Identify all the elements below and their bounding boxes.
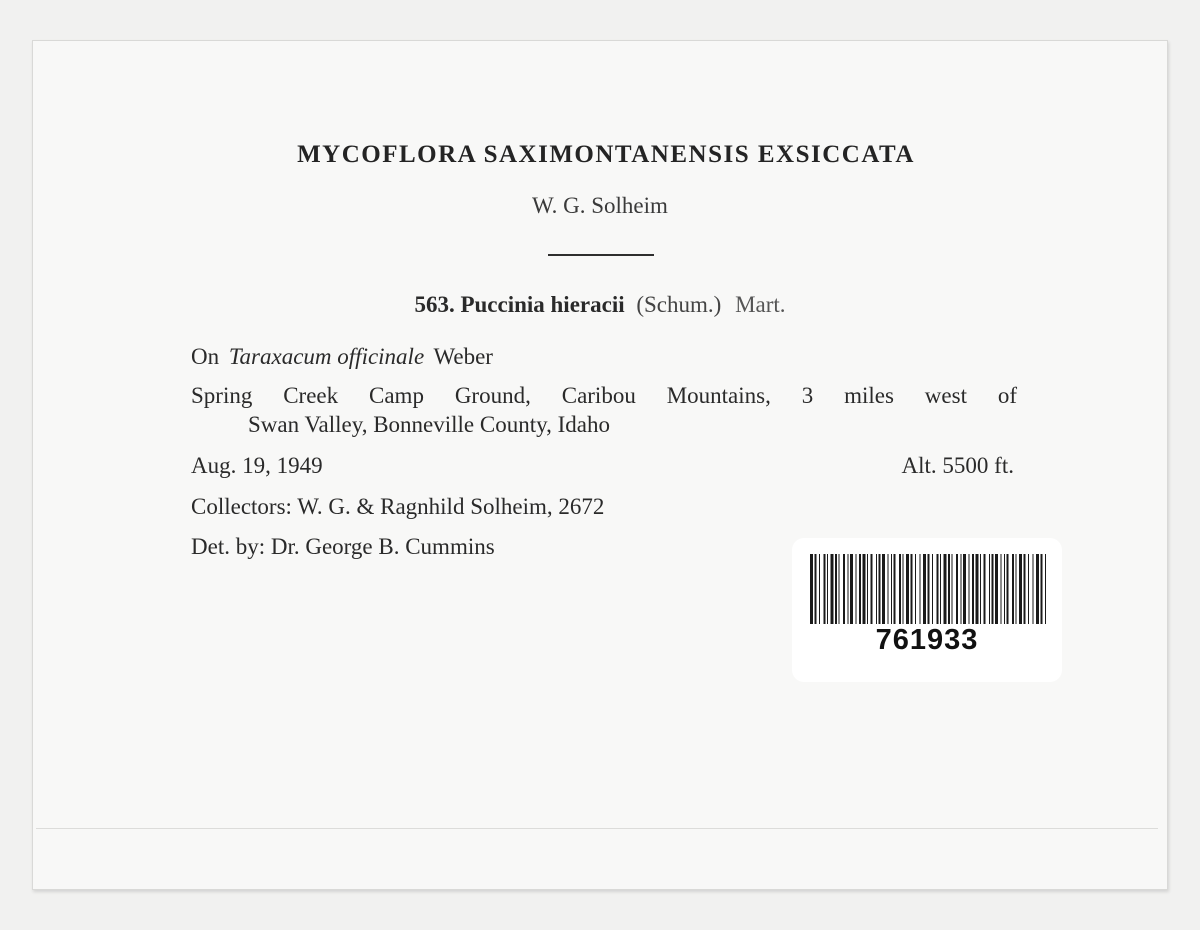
barcode-bar bbox=[843, 554, 845, 624]
barcode-bar bbox=[1019, 554, 1022, 624]
barcode-bar bbox=[867, 554, 868, 624]
taxon-author: Mart. bbox=[735, 292, 786, 317]
determiner: Det. by: Dr. George B. Cummins bbox=[191, 534, 495, 559]
barcode-bar bbox=[1041, 554, 1043, 624]
barcode-bar bbox=[906, 554, 909, 624]
barcode-bar bbox=[1012, 554, 1014, 624]
editor-name: W. G. Solheim bbox=[532, 193, 668, 218]
taxon-name: Puccinia hieracii bbox=[460, 292, 625, 317]
barcode-bar bbox=[824, 554, 826, 624]
barcode-bar bbox=[980, 554, 981, 624]
barcode-bar bbox=[952, 554, 953, 624]
locality-line-1: Spring Creek Camp Ground, Caribou Mountains, 3 miles west of bbox=[191, 383, 1017, 408]
barcode-bar bbox=[928, 554, 930, 624]
series-title: MYCOFLORA SAXIMONTANENSIS EXSICCATA bbox=[297, 141, 915, 168]
host-author: Weber bbox=[433, 344, 493, 369]
barcode-bars bbox=[810, 554, 1048, 624]
specimen-number: 563. bbox=[414, 292, 455, 317]
barcode-bar bbox=[899, 554, 901, 624]
barcode-label bbox=[792, 538, 1062, 682]
barcode-bar bbox=[827, 554, 828, 624]
barcode-bar bbox=[1004, 554, 1005, 624]
barcode-bar bbox=[915, 554, 916, 624]
barcode-bar bbox=[984, 554, 986, 624]
barcode-bar bbox=[819, 554, 820, 624]
taxon-line bbox=[0, 292, 1200, 318]
barcode-number: 761933 bbox=[875, 624, 979, 656]
barcode-bar bbox=[903, 554, 904, 624]
barcode-bar bbox=[956, 554, 958, 624]
locality-line-2: Swan Valley, Bonneville County, Idaho bbox=[248, 412, 610, 437]
barcode-bar bbox=[848, 554, 849, 624]
barcode-bar bbox=[839, 554, 840, 624]
host-name: Taraxacum officinale bbox=[228, 344, 425, 369]
barcode-bar bbox=[859, 554, 861, 624]
barcode-bar bbox=[888, 554, 889, 624]
barcode-bar bbox=[1001, 554, 1002, 624]
barcode-bar bbox=[871, 554, 873, 624]
barcode-bar bbox=[894, 554, 896, 624]
barcode-bar bbox=[911, 554, 913, 624]
barcode-bar bbox=[835, 554, 837, 624]
barcode-bar bbox=[992, 554, 994, 624]
collectors: Collectors: W. G. & Ragnhild Solheim, 2672 bbox=[191, 494, 605, 519]
barcode-bar bbox=[976, 554, 979, 624]
barcode-bar bbox=[1036, 554, 1039, 624]
barcode-bar bbox=[1045, 554, 1046, 624]
barcode-bar bbox=[863, 554, 866, 624]
host-prefix: On bbox=[191, 344, 220, 369]
barcode-bar bbox=[969, 554, 970, 624]
barcode-bar bbox=[995, 554, 998, 624]
barcode-bar bbox=[1028, 554, 1029, 624]
barcode-bar bbox=[972, 554, 974, 624]
barcode-bar bbox=[850, 554, 853, 624]
barcode-bar bbox=[989, 554, 990, 624]
barcode-bar bbox=[1024, 554, 1026, 624]
barcode-bar bbox=[1033, 554, 1034, 624]
barcode-bar bbox=[810, 554, 813, 624]
collection-date: Aug. 19, 1949 bbox=[191, 453, 323, 478]
barcode-bar bbox=[920, 554, 921, 624]
barcode-bar bbox=[932, 554, 933, 624]
barcode-bar bbox=[944, 554, 947, 624]
barcode-bar bbox=[876, 554, 877, 624]
barcode-bar bbox=[891, 554, 892, 624]
barcode-bar bbox=[923, 554, 926, 624]
barcode-bar bbox=[940, 554, 941, 624]
barcode-bar bbox=[948, 554, 950, 624]
host-line bbox=[191, 344, 493, 370]
barcode-bar bbox=[937, 554, 939, 624]
barcode-bar bbox=[1007, 554, 1009, 624]
barcode-bar bbox=[963, 554, 966, 624]
card-fold-line bbox=[36, 828, 1158, 829]
barcode-bar bbox=[856, 554, 857, 624]
altitude: Alt. 5500 ft. bbox=[901, 453, 1014, 478]
barcode-bar bbox=[831, 554, 834, 624]
barcode-bar bbox=[961, 554, 962, 624]
barcode-bar bbox=[879, 554, 881, 624]
barcode-bar bbox=[1016, 554, 1017, 624]
barcode-bar bbox=[882, 554, 885, 624]
taxon-author-parenthetical: (Schum.) bbox=[636, 292, 722, 317]
title-divider bbox=[548, 254, 654, 256]
barcode-bar bbox=[815, 554, 817, 624]
